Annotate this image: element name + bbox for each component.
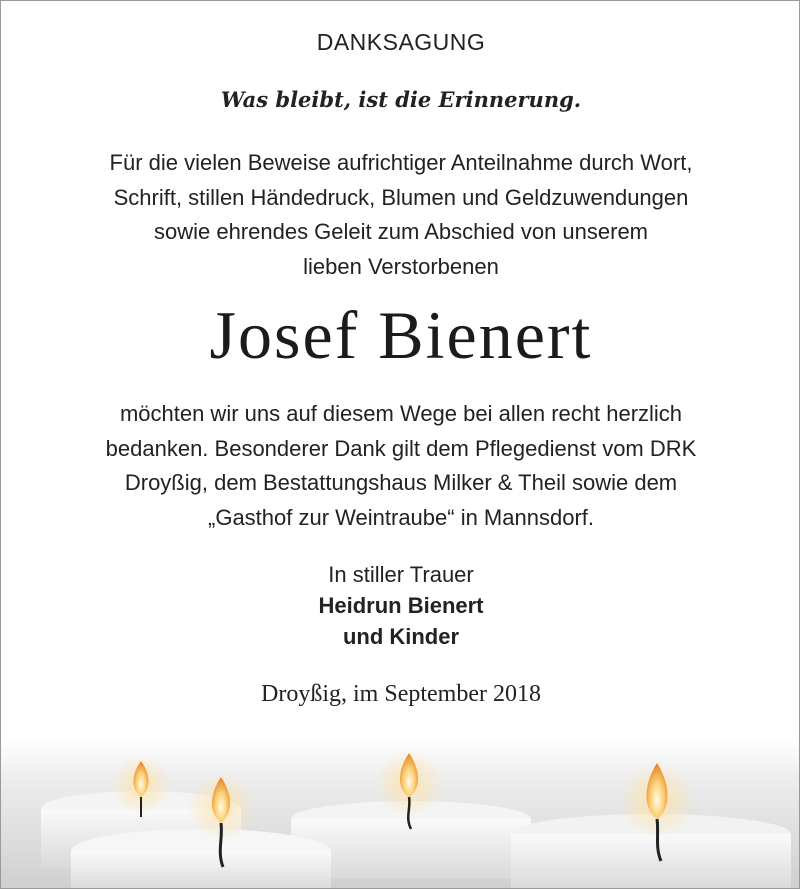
intro-line: Schrift, stillen Händedruck, Blumen und Geldzuwendungen [113,184,689,210]
signature-block [1,559,800,652]
place-date: Droyßig, im September 2018 [261,681,541,707]
thanks-line: „Gasthof zur Weintraube“ in Mannsdorf. [208,504,594,530]
intro-line: Für die vielen Beweise aufrichtiger Anteilnahme durch Wort, [109,150,693,175]
mourner-name: und Kinder [342,624,460,649]
notice-heading: DANKSAGUNG [316,29,486,55]
thanks-line: bedanken. Besonderer Dank gilt dem Pflegedienst vom DRK [105,435,697,461]
intro-line: lieben Verstorbenen [303,253,499,279]
closing-text: In stiller Trauer [328,562,474,587]
motto: Was bleibt, ist die Erinnerung. [220,87,582,112]
intro-paragraph [1,146,800,284]
thanks-paragraph [1,397,800,535]
thanks-line: Droyßig, dem Bestattungshaus Milker & Theil sowie dem [124,470,678,495]
candles-image [1,739,800,889]
deceased-name: Josef Bienert [209,297,593,373]
intro-line: sowie ehrendes Geleit zum Abschied von unserem [153,219,649,244]
thanks-line: möchten wir uns auf diesem Wege bei allen recht herzlich [119,401,683,426]
mourner-name: Heidrun Bienert [318,593,484,618]
